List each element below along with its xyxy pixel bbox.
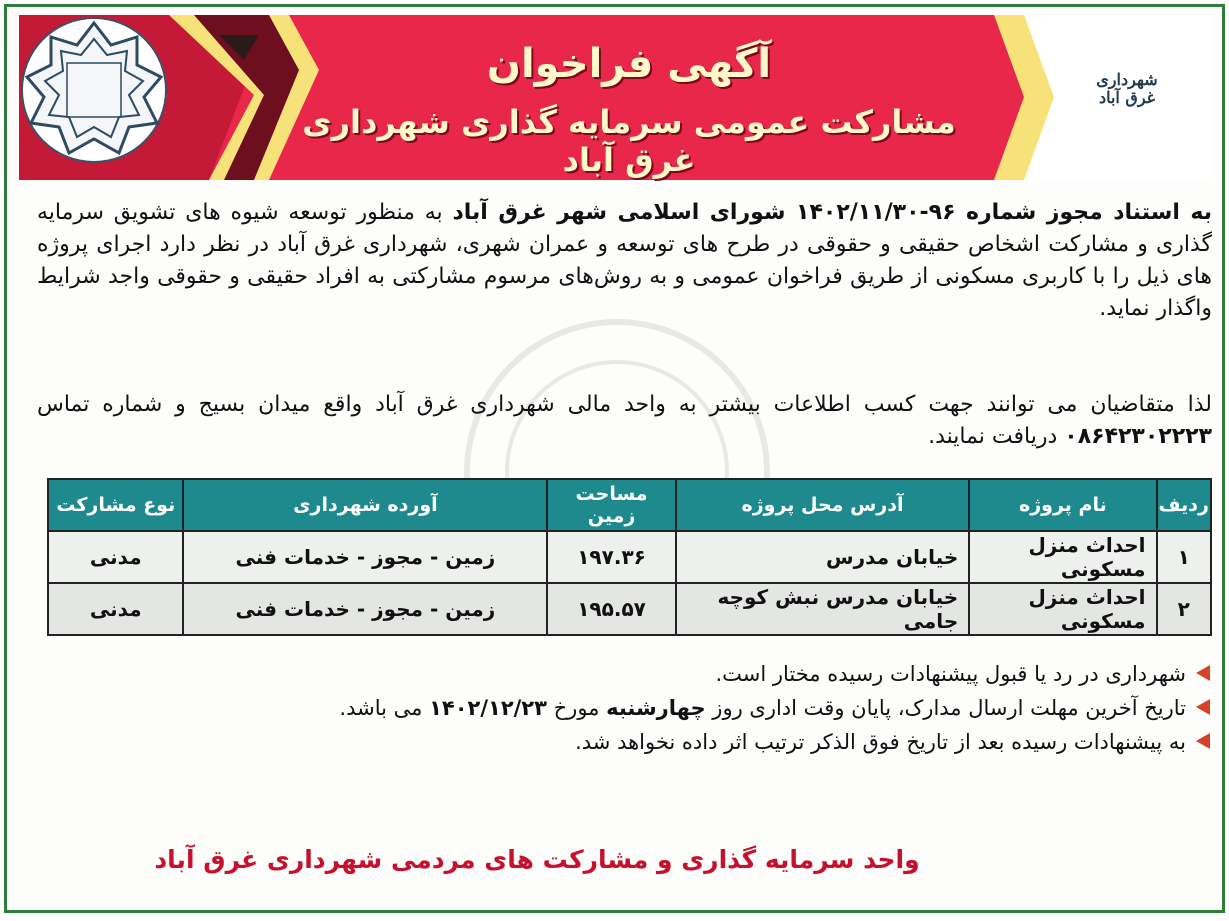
contact-text-end: دریافت نمایند. — [928, 424, 1065, 449]
list-item — [37, 657, 1212, 691]
table-row — [48, 531, 1211, 583]
footer-signature: واحد سرمایه گذاری و مشارکت های مردمی شهرداری غرق آباد — [154, 845, 920, 874]
cell-contribution: زمین - مجوز - خدمات فنی — [183, 583, 547, 635]
cell-project-name: احداث منزل مسکونی — [969, 531, 1156, 583]
announcement-title: آگهی فراخوان — [486, 41, 772, 87]
contact-text: لذا متقاضیان می توانند جهت کسب اطلاعات بیشتر به واحد مالی شهرداری غرق آباد واقع میدان بسیج و شماره تماس — [37, 392, 1212, 417]
permit-number-text: به استناد مجوز شماره ۹۶-۱۴۰۲/۱۱/۳۰ — [796, 200, 1212, 225]
note-text: به پیشنهادات رسیده بعد از تاریخ فوق الذکر ترتیب اثر داده نخواهد شد. — [575, 730, 1186, 754]
header-banner — [19, 15, 1212, 180]
council-name-text: شورای اسلامی شهر غرق آباد — [452, 200, 797, 225]
col-header-name: نام پروژه — [969, 479, 1156, 531]
cell-index: ۱ — [1157, 531, 1211, 583]
seal-lettering: شهرداری غرق آباد — [1096, 70, 1158, 107]
col-header-area: مساحت زمین — [547, 479, 675, 531]
deadline-day: چهارشنبه — [606, 696, 706, 720]
list-item — [37, 691, 1212, 725]
cell-type: مدنی — [48, 583, 183, 635]
announcement-subtitle: مشارکت عمومی سرمایه گذاری شهرداری غرق آباد — [302, 103, 956, 179]
list-item — [37, 725, 1212, 759]
bullet-arrow-icon — [1196, 665, 1210, 681]
col-header-type: نوع مشارکت — [48, 479, 183, 531]
cell-area: ۱۹۷.۳۶ — [547, 531, 675, 583]
cell-project-name: احداث منزل مسکونی — [969, 583, 1156, 635]
intro-paragraph — [37, 197, 1212, 325]
cell-contribution: زمین - مجوز - خدمات فنی — [183, 531, 547, 583]
col-header-index: ردیف — [1157, 479, 1211, 531]
cell-address: خیابان مدرس نبش کوچه جامی — [676, 583, 969, 635]
municipality-seal-icon — [19, 15, 169, 165]
announcement-page — [4, 4, 1225, 913]
bullet-arrow-icon — [1196, 699, 1210, 715]
intro-body-text: به منظور توسعه شیوه های تشویق سرمایه گذاری و مشارکت اشخاص حقیقی و حقوقی در طرح های توسعه و عمران شهری، شهرداری غرق آباد در نظر دارد اجرای پروژه های ذیل را با کاربری مسکونی از طریق فراخوان عمومی و به روش‌های مرسوم مشارکتی به افراد حقیقی و حقوقی واجد شرایط واگذار نماید. — [37, 200, 1212, 321]
note-text: مورخ — [546, 696, 607, 720]
cell-index: ۲ — [1157, 583, 1211, 635]
notes-list — [37, 657, 1212, 759]
cell-type: مدنی — [48, 531, 183, 583]
note-text: می باشد. — [339, 696, 430, 720]
contact-paragraph — [37, 389, 1212, 453]
cell-area: ۱۹۵.۵۷ — [547, 583, 675, 635]
table-header-row — [48, 479, 1211, 531]
cell-address: خیابان مدرس — [676, 531, 969, 583]
deadline-date: ۱۴۰۲/۱۲/۲۳ — [429, 696, 547, 720]
col-header-contribution: آورده شهرداری — [183, 479, 547, 531]
bullet-arrow-icon — [1196, 733, 1210, 749]
col-header-address: آدرس محل پروژه — [676, 479, 969, 531]
phone-number: ۰۸۶۴۲۳۰۲۲۲۳ — [1064, 424, 1212, 449]
table-row — [48, 583, 1211, 635]
note-text: تاریخ آخرین مهلت ارسال مدارک، پایان وقت اداری روز — [705, 696, 1186, 720]
projects-table — [47, 478, 1212, 636]
note-text: شهرداری در رد یا قبول پیشنهادات رسیده مختار است. — [715, 662, 1186, 686]
